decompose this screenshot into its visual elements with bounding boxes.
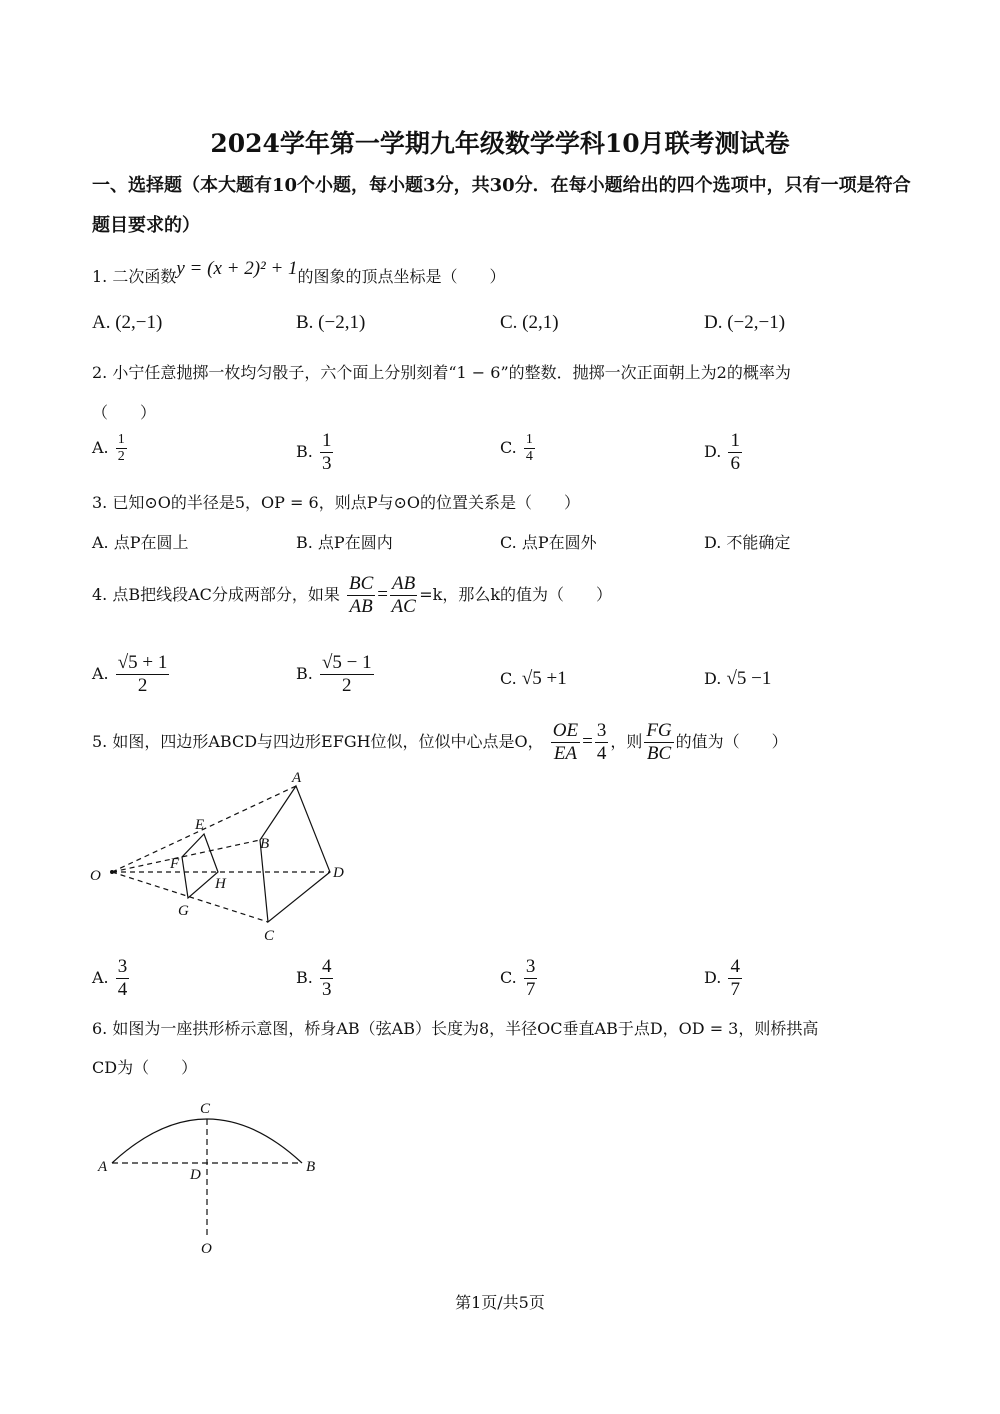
fraction-denominator: 4 (117, 979, 128, 1000)
question-5-option-c (500, 956, 539, 1001)
label-b: B (260, 836, 270, 852)
question-4 (92, 573, 612, 618)
option-label: C. (500, 669, 517, 688)
equals-sign: = (377, 584, 389, 605)
fraction-numerator: 4 (321, 956, 332, 977)
fraction-numerator: 4 (730, 956, 740, 977)
question-2-option-d (704, 430, 744, 475)
label-o: O (201, 1241, 212, 1257)
question-4-option-b (296, 652, 376, 697)
question-4-option-d (704, 668, 771, 690)
question-4-prefix: 4. 点B把线段AC分成两部分，如果 (92, 585, 340, 604)
fraction-denominator: AB (349, 596, 373, 617)
page-footer: 第1页/共5页 (455, 1293, 545, 1312)
ray-o-b (112, 840, 260, 872)
option-label: A. (92, 438, 109, 457)
label-c: C (264, 928, 275, 944)
fraction-denominator: AC (391, 596, 416, 617)
question-5-middle: ，则 (610, 732, 643, 751)
fraction-numerator: BC (349, 573, 374, 594)
question-1-formula: y = (x + 2)² + 1 (176, 258, 298, 279)
fraction-denominator: 2 (137, 675, 148, 696)
question-2-option-a (92, 432, 129, 465)
option-value: √5 +1 (521, 668, 567, 689)
equals-sign: = (582, 731, 593, 752)
label-c: C (200, 1101, 211, 1117)
question-3-option-c: C. 点P在圆外 (500, 533, 597, 552)
fraction-numerator: 3 (117, 956, 128, 977)
fraction-numerator: OE (552, 720, 579, 741)
label-f: F (170, 856, 180, 872)
option-label: C. (500, 438, 517, 457)
fraction-numerator: 3 (525, 956, 536, 977)
question-1-option-a: A. (2,−1) (92, 312, 163, 333)
question-6-line-1: 6. 如图为一座拱形桥示意图，桥身AB（弦AB）长度为8，半径OC垂直AB于点D，OD = 3，则桥拱高 (92, 1019, 819, 1038)
question-5-prefix: 5. 如图，四边形ABCD与四边形EFGH位似，位似中心点是O， (92, 732, 544, 751)
option-label: D. (704, 968, 722, 987)
label-o: O (90, 868, 101, 884)
fraction-denominator: 2 (117, 449, 125, 464)
option-label: B. (296, 664, 313, 683)
fraction-denominator: 3 (321, 979, 332, 1000)
option-label: B. (296, 442, 313, 461)
point-o (110, 870, 114, 874)
question-2-line-2: （ ） (92, 403, 157, 422)
fraction-denominator: 3 (321, 453, 332, 474)
label-g: G (178, 903, 189, 919)
fraction-denominator: BC (646, 743, 672, 764)
question-1-prefix: 1. 二次函数 (92, 267, 177, 286)
fraction-numerator: 1 (525, 432, 533, 447)
fraction-numerator: FG (646, 720, 672, 741)
question-6-line-2: CD为（ ） (92, 1058, 198, 1077)
fraction-denominator: 4 (525, 449, 533, 464)
page-title: 2024学年第一学期九年级数学学科10月联考测试卷 (210, 129, 790, 158)
label-h: H (215, 876, 226, 892)
label-e: E (195, 817, 205, 833)
question-3-option-d: D. 不能确定 (704, 533, 791, 552)
option-label: C. (500, 968, 517, 987)
label-a: A (98, 1159, 108, 1175)
section-heading-choice: 一、选择题（本大题有10个小题，每小题3分，共30分．在每小题给出的四个选项中，只有一项是符合题目要求的） (92, 175, 911, 236)
fraction-numerator: √5 + 1 (117, 652, 168, 673)
label-d: D (333, 865, 344, 881)
question-5-option-d (704, 956, 744, 1001)
fraction-numerator: 3 (596, 720, 607, 741)
fraction-numerator: 1 (117, 432, 125, 447)
fraction-numerator: AB (392, 573, 416, 594)
question-1-suffix: 的图象的顶点坐标是（ ） (297, 267, 506, 286)
question-3-option-b: B. 点P在圆内 (296, 533, 393, 552)
question-6-figure (90, 1095, 330, 1260)
question-4-option-a (92, 652, 171, 697)
question-5 (92, 720, 788, 765)
fraction-denominator: EA (553, 743, 578, 764)
option-label: D. (704, 442, 722, 461)
question-2-line-1: 2. 小宁任意抛掷一枚均匀骰子，六个面上分别刻着“1 − 6”的整数．抛掷一次正面朝上为2的概率为 (92, 363, 791, 382)
question-3-option-a: A. 点P在圆上 (92, 533, 189, 552)
quadrilateral-abcd (260, 786, 330, 922)
option-label: A. (92, 968, 109, 987)
quadrilateral-efgh (182, 834, 218, 898)
fraction-denominator: 7 (730, 979, 740, 1000)
option-label: A. (92, 664, 109, 683)
option-label: D. (704, 669, 722, 688)
fraction-numerator: 1 (730, 430, 740, 451)
option-value: √5 −1 (726, 668, 772, 689)
option-label: B. (296, 968, 313, 987)
question-5-suffix: 的值为（ ） (675, 732, 788, 751)
question-5-figure (80, 772, 380, 952)
question-4-suffix: =k，那么k的值为（ ） (419, 585, 613, 604)
fraction-denominator: 4 (596, 743, 607, 764)
fraction-denominator: 2 (342, 675, 352, 696)
fraction-numerator: 1 (321, 430, 332, 451)
question-4-option-c (500, 668, 567, 690)
question-1-option-c: C. (2,1) (500, 312, 559, 333)
label-a: A (292, 772, 302, 786)
fraction-numerator: √5 − 1 (321, 652, 372, 673)
question-1-option-b: B. (−2,1) (296, 312, 366, 333)
question-2-option-c (500, 432, 537, 465)
question-1-option-d: D. (−2,−1) (704, 312, 786, 333)
question-2-option-b (296, 430, 335, 475)
question-1 (92, 258, 506, 288)
label-b: B (306, 1159, 316, 1175)
question-5-option-b (296, 956, 335, 1001)
fraction-denominator: 6 (730, 453, 740, 474)
question-5-option-a (92, 956, 131, 1001)
fraction-denominator: 7 (525, 979, 536, 1000)
question-3: 3. 已知⊙O的半径是5，OP = 6，则点P与⊙O的位置关系是（ ） (92, 493, 580, 512)
label-d: D (190, 1167, 201, 1183)
